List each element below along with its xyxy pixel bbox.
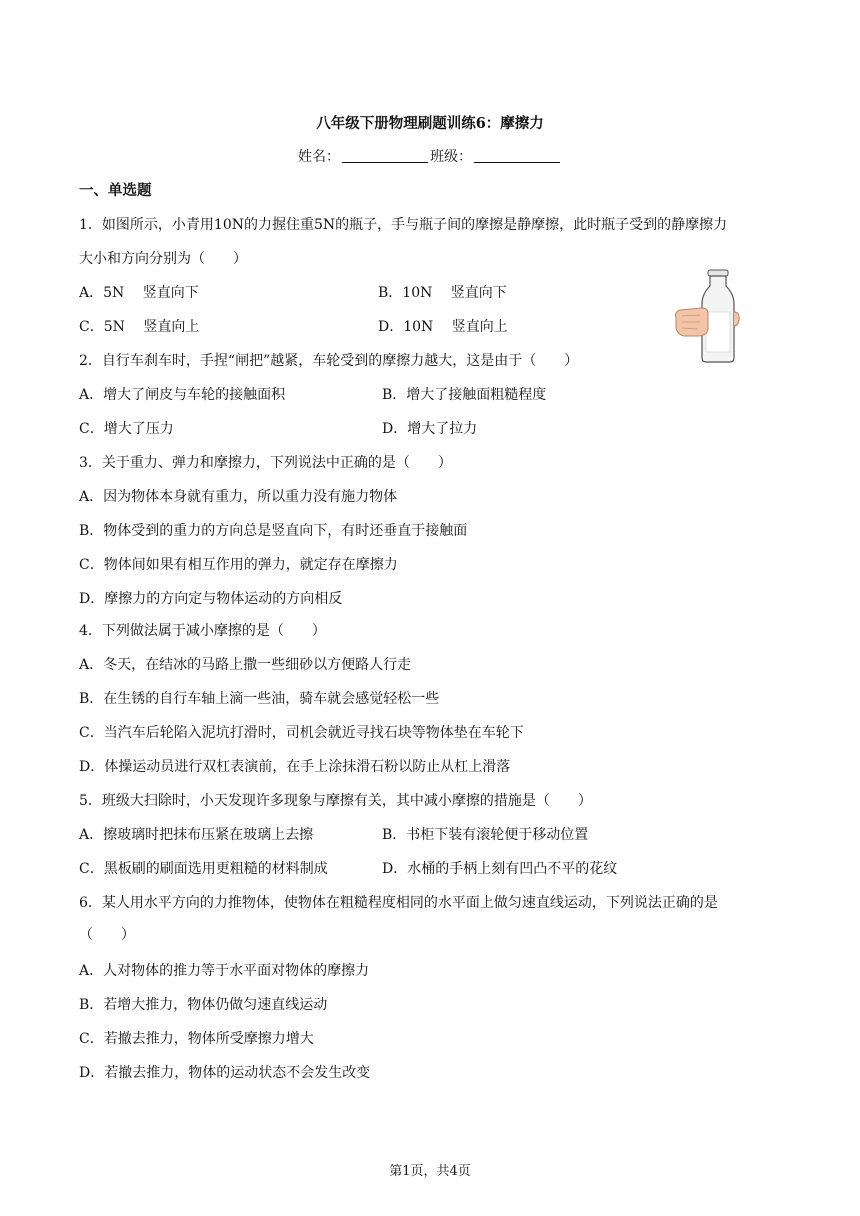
q6-option-d: D．若撤去推力，物体的运动状态不会发生改变 [79, 1065, 371, 1081]
q4-option-a: A．冬天，在结冰的马路上撒一些细砂以方便路人行走 [79, 657, 412, 673]
section-heading: 一、单选题 [79, 182, 152, 199]
q6-option-c: C．若撤去推力，物体所受摩擦力增大 [79, 1031, 314, 1047]
q6-option-b: B．若增大推力，物体仍做匀速直线运动 [79, 997, 328, 1013]
q3-option-c: C．物体间如果有相互作用的弹力，就定存在摩擦力 [79, 557, 398, 573]
class-blank[interactable] [474, 148, 560, 163]
q3-option-b: B．物体受到的重力的方向总是竖直向下，有时还垂直于接触面 [79, 523, 468, 539]
q4-option-d: D．体操运动员进行双杠表演前，在手上涂抹滑石粉以防止从杠上滑落 [79, 759, 511, 775]
q2-option-b: B．增大了接触面粗糙程度 [382, 387, 547, 403]
q4-option-b: B．在生锈的自行车轴上滴一些油，骑车就会感觉轻松一些 [79, 691, 440, 707]
q1-option-a: A．5N 竖直向下 [79, 285, 199, 301]
q5-option-b: B．书柜下装有滚轮便于移动位置 [382, 827, 589, 843]
q1-option-c: C．5N 竖直向上 [79, 319, 200, 335]
q3-stem: 3．关于重力、弹力和摩擦力，下列说法中正确的是（ ） [79, 455, 452, 471]
hand-bottle-icon [672, 268, 742, 364]
name-label: 姓名： [298, 149, 340, 165]
q5-stem: 5．班级大扫除时，小天发现许多现象与摩擦有关，其中减小摩擦的措施是（ ） [79, 793, 592, 809]
q1-stem-line2: 大小和方向分别为（ ） [79, 251, 247, 267]
q3-option-d: D．摩擦力的方向定与物体运动的方向相反 [79, 591, 343, 607]
q3-option-a: A．因为物体本身就有重力，所以重力没有施力物体 [79, 489, 398, 505]
q6-stem-line1: 6．某人用水平方向的力推物体，使物体在粗糙程度相同的水平面上做匀速直线运动，下列说法正确的是 [79, 895, 718, 911]
q2-option-c: C．增大了压力 [79, 421, 174, 437]
q1-stem-line1: 1．如图所示，小青用10N的力握住重5N的瓶子，手与瓶子间的摩擦是静摩擦，此时瓶子受到的静摩擦力 [79, 217, 728, 233]
q2-stem: 2．自行车刹车时，手捏“闸把”越紧，车轮受到的摩擦力越大，这是由于（ ） [79, 353, 579, 369]
q5-option-d: D．水桶的手柄上刻有凹凸不平的花纹 [382, 861, 618, 877]
q4-stem: 4．下列做法属于减小摩擦的是（ ） [79, 623, 326, 639]
q2-option-a: A．增大了闸皮与车轮的接触面积 [79, 387, 286, 403]
q1-option-b: B．10N 竖直向下 [378, 285, 507, 301]
name-blank[interactable] [342, 148, 428, 163]
q4-option-c: C．当汽车后轮陷入泥坑打滑时，司机会就近寻找石块等物体垫在车轮下 [79, 725, 524, 741]
q5-option-c: C．黑板刷的刷面选用更粗糙的材料制成 [79, 861, 328, 877]
q5-option-a: A．擦玻璃时把抹布压紧在玻璃上去擦 [79, 827, 314, 843]
class-label: 班级： [430, 149, 472, 165]
q2-option-d: D．增大了拉力 [382, 421, 478, 437]
q6-stem-line2: （ ） [79, 927, 135, 943]
q6-option-a: A．人对物体的推力等于水平面对物体的摩擦力 [79, 963, 370, 979]
student-info-line [0, 146, 860, 166]
page-footer: 第1页，共4页 [389, 1164, 471, 1179]
q1-option-d: D．10N 竖直向上 [378, 319, 508, 335]
page-title: 八年级下册物理刷题训练6：摩擦力 [316, 115, 544, 132]
